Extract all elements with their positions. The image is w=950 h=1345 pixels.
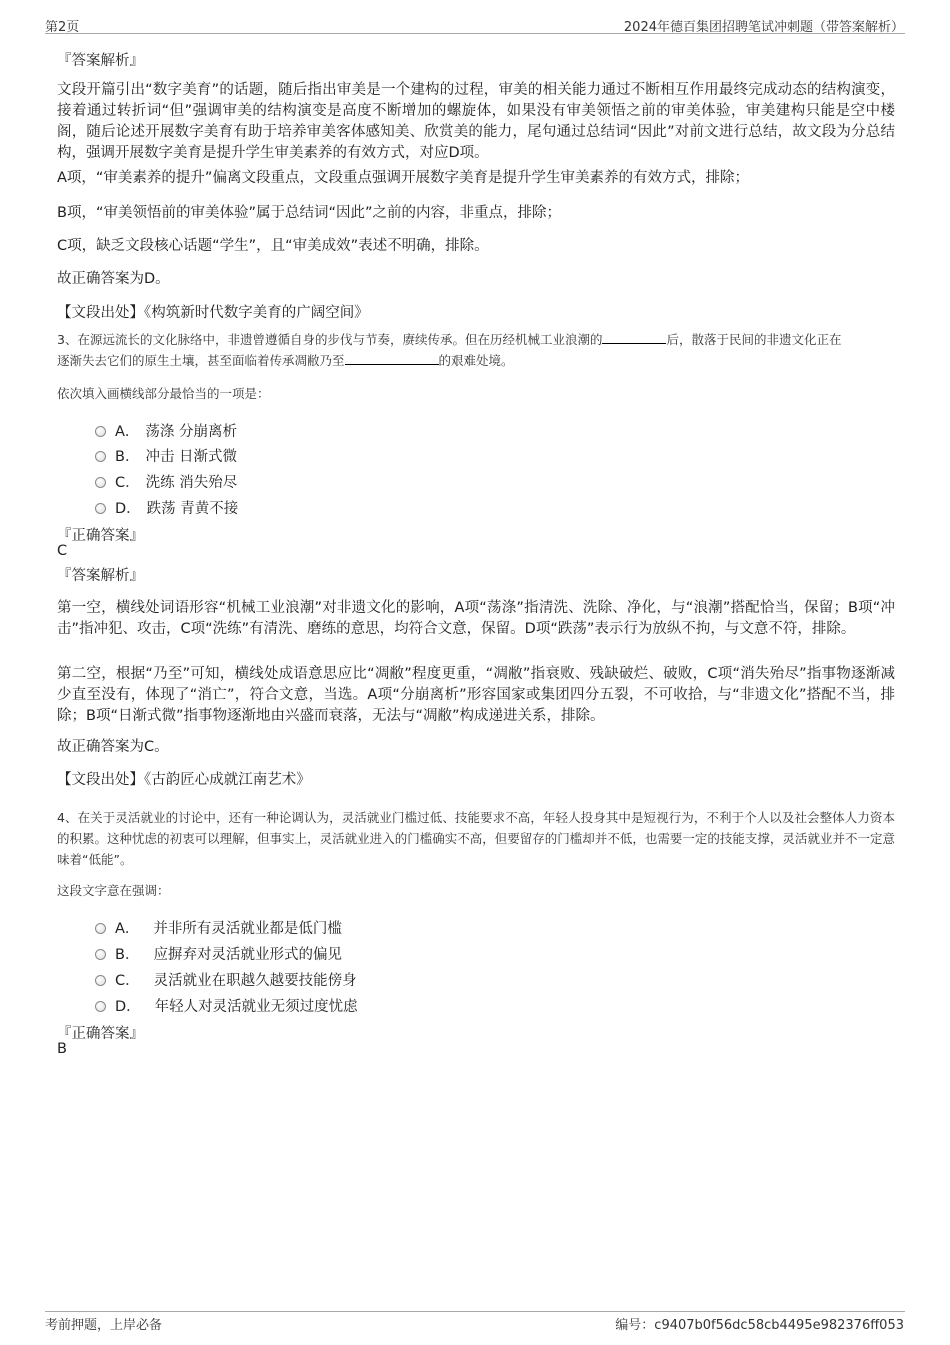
correct-answer-label: 『正确答案』 bbox=[57, 528, 144, 544]
correct-answer-label: 『正确答案』 bbox=[57, 1026, 144, 1042]
fill-blank-1 bbox=[602, 342, 666, 344]
question-3-stem bbox=[57, 329, 895, 371]
analysis-conclusion: 故正确答案为C。 bbox=[57, 739, 169, 755]
radio-icon[interactable] bbox=[95, 975, 106, 986]
analysis-paragraph-2: 第二空，根据“乃至”可知，横线处成语意思应比“凋敝”程度更重，“凋敝”指衰败、残缺破烂、破败，C项“消失殆尽”指事物逐渐减少直至没有，体现了“消亡”，符合文意，当选。A项“分崩离析”形容国家或集团四分五裂，不可收拾，与“非遗文化”搭配不当，排除；B项“日渐式微”指事物逐渐地由兴盛而衰落，无法与“凋敝”构成递进关系，排除。 bbox=[57, 666, 895, 724]
question-3-option-b[interactable]: B． 冲击 日渐式微 bbox=[95, 445, 237, 466]
analysis-conclusion: 故正确答案为D。 bbox=[57, 271, 170, 287]
source-citation: 【文段出处】《古韵匠心成就江南艺术》 bbox=[57, 772, 311, 788]
question-3-option-c[interactable]: C． 洗练 消失殆尽 bbox=[95, 471, 237, 492]
correct-answer: C bbox=[57, 543, 68, 559]
question-4-stem: 4、在关于灵活就业的讨论中，还有一种论调认为，灵活就业门槛过低、技能要求不高，年轻人投身其中是短视行为，不利于个人以及社会整体人力资本的积累。这种忧虑的初衷可以理解，但事实上，灵活就业进入的门槛确实不高，但要留存的门槛却并不低，也需要一定的技能支撑，灵活就业并不一定意味着“低能”。 bbox=[57, 810, 895, 867]
analysis-option-b: B项，“审美领悟前的审美体验”属于总结词“因此”之前的内容，非重点，排除； bbox=[57, 205, 561, 221]
question-3-text-a: 3、在源远流长的文化脉络中，非遗曾遵循自身的步伐与节奏，赓续传承。但在历经机械工业浪潮的 bbox=[57, 332, 603, 347]
question-4-option-d[interactable]: D． 年轻人对灵活就业无须过度忧虑 bbox=[95, 995, 358, 1016]
radio-icon[interactable] bbox=[95, 1001, 106, 1012]
document-code bbox=[615, 1314, 904, 1333]
question-4-option-c[interactable]: C． 灵活就业在职越久越要技能傍身 bbox=[95, 969, 357, 990]
analysis-option-c: C项，缺乏文段核心话题“学生”，且“审美成效”表述不明确，排除。 bbox=[57, 238, 489, 254]
analysis-label: 『答案解析』 bbox=[57, 568, 144, 584]
header-rule bbox=[45, 33, 905, 34]
question-4-prompt: 这段文字意在强调： bbox=[57, 883, 170, 898]
analysis-paragraph-1: 第一空，横线处词语形容“机械工业浪潮”对非遗文化的影响，A项“荡涤”指清洗、洗除、净化，与“浪潮”搭配恰当，保留；B项“冲击”指冲犯、攻击，C项“洗练”有清洗、磨练的意思，均符合文意，保留。D项“跌荡”表示行为放纵不拘，与文意不符，排除。 bbox=[57, 600, 895, 637]
radio-icon[interactable] bbox=[95, 477, 106, 488]
question-3-text-b: 后，散落于民间的非遗文化正在 bbox=[666, 332, 842, 347]
question-3-text-c: 逐渐失去它们的原生土壤，甚至面临着传承凋敝乃至 bbox=[57, 353, 345, 368]
analysis-label: 『答案解析』 bbox=[57, 53, 144, 69]
radio-icon[interactable] bbox=[95, 503, 106, 514]
analysis-option-a: A项，“审美素养的提升”偏离文段重点，文段重点强调开展数字美育是提升学生审美素养的有效方式，排除； bbox=[57, 170, 749, 186]
fill-blank-2 bbox=[345, 363, 439, 365]
radio-icon[interactable] bbox=[95, 451, 106, 462]
footer-rule bbox=[45, 1311, 905, 1312]
analysis-paragraph: 文段开篇引出“数字美育”的话题，随后指出审美是一个建构的过程，审美的相关能力通过不断相互作用最终完成动态的结构演变，接着通过转折词“但”强调审美的结构演变是高度不断增加的螺旋体，如果没有审美领悟之前的审美体验，审美建构只能是空中楼阁，随后论述开展数字美育有助于培养审美客体感知美、欣赏美的能力，尾句通过总结词“因此”对前文进行总结，故文段为分总结构，强调开展数字美育是提升学生审美素养的有效方式，对应D项。 bbox=[57, 82, 895, 161]
question-4-option-b[interactable]: B． 应摒弃对灵活就业形式的偏见 bbox=[95, 943, 342, 964]
document-title: 2024年德百集团招聘笔试冲刺题（带答案解析） bbox=[623, 20, 904, 35]
source-citation: 【文段出处】《构筑新时代数字美育的广阔空间》 bbox=[57, 305, 369, 321]
correct-answer: B bbox=[57, 1041, 67, 1057]
question-3-prompt: 依次填入画横线部分最恰当的一项是： bbox=[57, 386, 270, 401]
radio-icon[interactable] bbox=[95, 426, 106, 437]
document-code-label: 编号： bbox=[615, 1318, 655, 1333]
question-4-option-a[interactable]: A． 并非所有灵活就业都是低门槛 bbox=[95, 917, 342, 938]
document-code-value: c9407b0f56dc58cb4495e982376ff053 bbox=[654, 1318, 904, 1333]
question-3-text-d: 的艰难处境。 bbox=[438, 353, 514, 368]
radio-icon[interactable] bbox=[95, 923, 106, 934]
question-3-option-a[interactable]: A． 荡涤 分崩离析 bbox=[95, 420, 237, 441]
footer-slogan: 考前押题，上岸必备 bbox=[45, 1318, 163, 1333]
question-3-option-d[interactable]: D． 跌荡 青黄不接 bbox=[95, 497, 238, 518]
radio-icon[interactable] bbox=[95, 949, 106, 960]
page-number: 第2页 bbox=[45, 20, 80, 35]
